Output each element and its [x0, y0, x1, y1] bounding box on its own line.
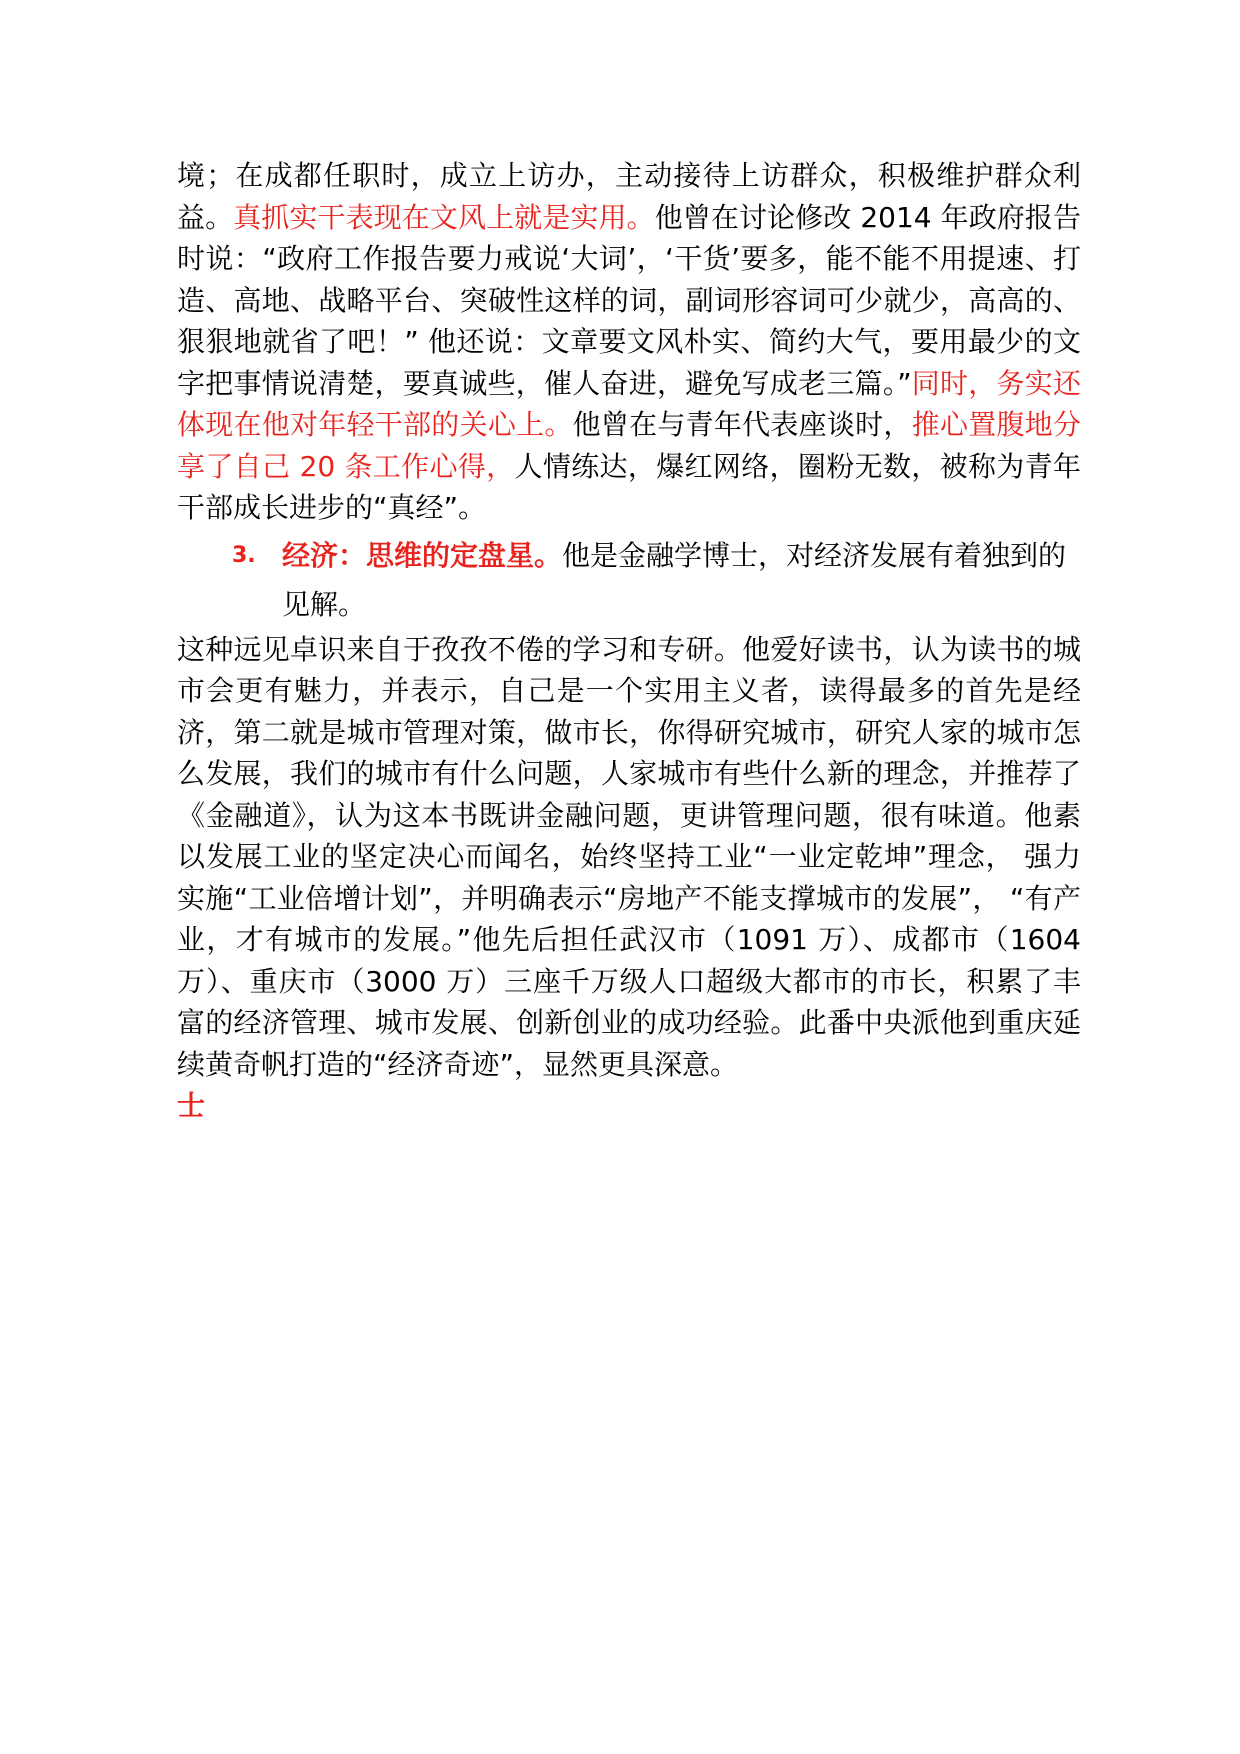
- section-title: 经济：思维的定盘星。: [282, 538, 563, 572]
- text-run: 他曾在讨论修改 2014 年政府报告时说：“政府工作报告要力戒说‘大词’，‘干货’要多，能不能不用提速、打造、高地、战略平台、突破性这样的词，副词形容词可少就少，高高的、狠狠地就省了吧！” 他还说：文章要文风朴实、简约大气，要用最少的文字把事情说清楚，要真诚些，催人奋进，避免写成老三篇。”: [177, 200, 1081, 400]
- list-number: 3.: [232, 542, 256, 568]
- text-run: 人情练达，爆红网络，圈粉无数，被称为青年干部成长进步的“真经”。: [177, 449, 1081, 524]
- text-run: 他曾在与青年代表座谈时，: [572, 408, 912, 441]
- text-run: 境；在成都任职时，成立上访办，主动接待上访群众，积极维护群众利益。: [177, 159, 1081, 234]
- section-heading-3: [177, 531, 1081, 629]
- body-paragraph-2: 这种远见卓识来自于孜孜不倦的学习和专研。他爱好读书，认为读书的城市会更有魅力，并表示，自己是一个实用主义者，读得最多的首先是经济，第二就是城市管理对策，做市长，你得研究城市，研究人家的城市怎么发展，我们的城市有什么问题，人家城市有些什么新的理念，并推荐了《金融道》，认为这本书既讲金融问题，更讲管理问题，很有味道。他素以发展工业的坚定决心而闻名，始终坚持工业“一业定乾坤”理念， 强力实施“工业倍增计划”，并明确表示“房地产不能支撑城市的发展”， “有产业，才有城市的发展。”他先后担任武汉市（1091 万）、成都市（1604 万）、重庆市（3000 万）三座千万级人口超级大都市的市长，积累了丰富的经济管理、城市发展、创新创业的成功经验。此番中央派他到重庆延续黄奇帆打造的“经济奇迹”，显然更具深意。: [177, 632, 1081, 1081]
- red-emphasis-text: 推心置腹地分享了自己 20 条工作心得，: [177, 408, 1081, 483]
- red-emphasis-text: 同时，务实还体现在他对年轻干部的关心上。: [177, 366, 1081, 441]
- section-lead-text: 他是金融学博士，对经济发展有着独到的见解。: [282, 538, 1067, 621]
- document-page: [177, 155, 1081, 1127]
- red-emphasis-text: 真抓实干表现在文风上就是实用。: [233, 200, 655, 234]
- trailing-fragment: 士: [177, 1089, 206, 1122]
- body-paragraph-1: [177, 155, 1081, 529]
